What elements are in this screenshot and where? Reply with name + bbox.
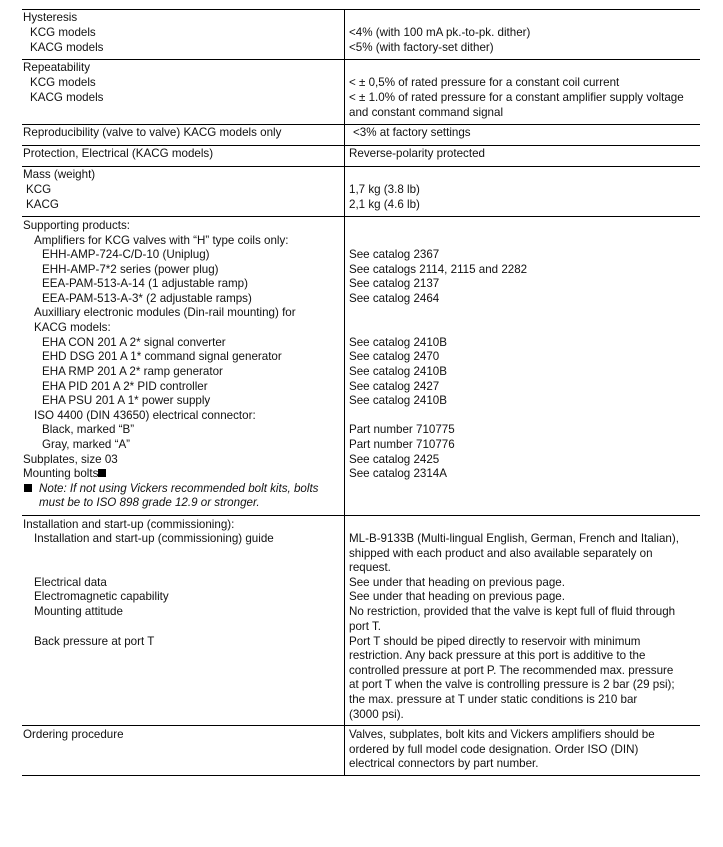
aux-name: EHD DSG 201 A 1* command signal generator xyxy=(42,350,282,363)
supporting-label: Supporting products: xyxy=(23,219,130,232)
amplifiers-heading: Amplifiers for KCG valves with “H” type coils only: xyxy=(34,234,289,247)
repeatability-kcg-label: KCG models xyxy=(30,76,96,89)
subplates-label: Subplates, size 03 xyxy=(23,453,118,466)
bolts-label: Mounting bolts xyxy=(23,467,99,480)
back-pressure-value-cont: the max. pressure at T under static conditions is 210 bar xyxy=(349,693,638,706)
installation-label: Installation and start-up (commissioning): xyxy=(23,518,235,531)
aux-ref: See catalog 2410B xyxy=(349,365,447,378)
row-divider xyxy=(22,166,700,167)
hysteresis-kcg-value: <4% (with 100 mA pk.-to-pk. dither) xyxy=(349,26,531,39)
installation-guide-label: Installation and start-up (commissioning) guide xyxy=(34,532,274,545)
ordering-label: Ordering procedure xyxy=(23,728,124,741)
connector-ref: Part number 710776 xyxy=(349,438,455,451)
connector-name: Gray, marked “A” xyxy=(42,438,131,451)
aux-ref: See catalog 2410B xyxy=(349,394,447,407)
aux-name: EHA PID 201 A 2* PID controller xyxy=(42,380,208,393)
mounting-attitude-label: Mounting attitude xyxy=(34,605,123,618)
mounting-attitude-value-cont: port T. xyxy=(349,620,382,633)
back-pressure-value-cont: (3000 psi). xyxy=(349,708,404,721)
table-bottom-border xyxy=(22,775,700,776)
repeatability-kacg-value: < ± 1.0% of rated pressure for a constant amplifier supply voltage xyxy=(349,91,684,104)
bolts-ref: See catalog 2314A xyxy=(349,467,447,480)
amplifier-name: EHH-AMP-724-C/D-10 (Uniplug) xyxy=(42,248,210,261)
installation-guide-value: ML-B-9133B (Multi-lingual English, German, French and Italian), xyxy=(349,532,679,545)
footnote-square-icon xyxy=(98,469,106,477)
aux-ref: See catalog 2410B xyxy=(349,336,447,349)
repeatability-kacg-label: KACG models xyxy=(30,91,104,104)
mass-label: Mass (weight) xyxy=(23,168,96,181)
ordering-value-cont: electrical connectors by part number. xyxy=(349,757,539,770)
note-text: Note: If not using Vickers recommended bolt kits, bolts xyxy=(39,482,319,495)
row-divider xyxy=(22,725,700,726)
aux-name: EHA PSU 201 A 1* power supply xyxy=(42,394,211,407)
mass-kacg-label: KACG xyxy=(26,198,59,211)
footnote-square-icon xyxy=(24,484,32,492)
column-divider xyxy=(344,9,345,775)
row-divider xyxy=(22,145,700,146)
connector-name: Black, marked “B” xyxy=(42,423,135,436)
subplates-ref: See catalog 2425 xyxy=(349,453,440,466)
amplifier-name: EHH-AMP-7*2 series (power plug) xyxy=(42,263,219,276)
row-divider xyxy=(22,216,700,217)
emc-value: See under that heading on previous page. xyxy=(349,590,565,603)
row-divider xyxy=(22,124,700,125)
aux-ref: See catalog 2470 xyxy=(349,350,440,363)
aux-name: EHA RMP 201 A 2* ramp generator xyxy=(42,365,223,378)
hysteresis-kcg-label: KCG models xyxy=(30,26,96,39)
back-pressure-value-cont: restriction. Any back pressure at this port is additive to the xyxy=(349,649,646,662)
mass-kcg-value: 1,7 kg (3.8 lb) xyxy=(349,183,420,196)
reproducibility-value: <3% at factory settings xyxy=(353,126,471,139)
amplifier-name: EEA-PAM-513-A-3* (2 adjustable ramps) xyxy=(42,292,252,305)
note-row xyxy=(24,482,318,497)
hysteresis-kacg-value: <5% (with factory-set dither) xyxy=(349,41,494,54)
protection-value: Reverse-polarity protected xyxy=(349,147,485,160)
back-pressure-value-cont: controlled pressure at port P. The recommended max. pressure xyxy=(349,664,674,677)
mounting-attitude-value: No restriction, provided that the valve is kept full of fluid through xyxy=(349,605,676,618)
hysteresis-kacg-label: KACG models xyxy=(30,41,104,54)
aux-heading: Auxilliary electronic modules (Din-rail mounting) for xyxy=(34,306,296,319)
repeatability-kacg-value-cont: and constant command signal xyxy=(349,106,504,119)
row-divider xyxy=(22,59,700,60)
protection-label: Protection, Electrical (KACG models) xyxy=(23,147,214,160)
amplifier-name: EEA-PAM-513-A-14 (1 adjustable ramp) xyxy=(42,277,248,290)
aux-ref: See catalog 2427 xyxy=(349,380,440,393)
electrical-data-label: Electrical data xyxy=(34,576,107,589)
amplifier-ref: See catalog 2367 xyxy=(349,248,440,261)
mass-kcg-label: KCG xyxy=(26,183,52,196)
aux-name: EHA CON 201 A 2* signal converter xyxy=(42,336,226,349)
mass-kacg-value: 2,1 kg (4.6 lb) xyxy=(349,198,420,211)
hysteresis-label: Hysteresis xyxy=(23,11,78,24)
back-pressure-label: Back pressure at port T xyxy=(34,635,155,648)
table-top-border xyxy=(22,9,700,10)
repeatability-label: Repeatability xyxy=(23,61,91,74)
repeatability-kcg-value: < ± 0,5% of rated pressure for a constant coil current xyxy=(349,76,620,89)
ordering-value-cont: ordered by full model code designation. Order ISO (DIN) xyxy=(349,743,639,756)
installation-guide-value-cont: request. xyxy=(349,561,391,574)
aux-heading-cont: KACG models: xyxy=(34,321,111,334)
connector-heading: ISO 4400 (DIN 43650) electrical connector: xyxy=(34,409,256,422)
bolts-row xyxy=(23,467,106,482)
emc-label: Electromagnetic capability xyxy=(34,590,169,603)
installation-guide-value-cont: shipped with each product and also available separately on xyxy=(349,547,653,560)
amplifier-ref: See catalogs 2114, 2115 and 2282 xyxy=(349,263,528,276)
ordering-value: Valves, subplates, bolt kits and Vickers amplifiers should be xyxy=(349,728,655,741)
note-text-cont: must be to ISO 898 grade 12.9 or stronger. xyxy=(39,496,260,509)
electrical-data-value: See under that heading on previous page. xyxy=(349,576,565,589)
amplifier-ref: See catalog 2137 xyxy=(349,277,440,290)
connector-ref: Part number 710775 xyxy=(349,423,455,436)
back-pressure-value: Port T should be piped directly to reservoir with minimum xyxy=(349,635,641,648)
reproducibility-label: Reproducibility (valve to valve) KACG models only xyxy=(23,126,282,139)
amplifier-ref: See catalog 2464 xyxy=(349,292,440,305)
row-divider xyxy=(22,515,700,516)
back-pressure-value-cont: at port T when the valve is controlling pressure is 2 bar (29 psi); xyxy=(349,678,675,691)
